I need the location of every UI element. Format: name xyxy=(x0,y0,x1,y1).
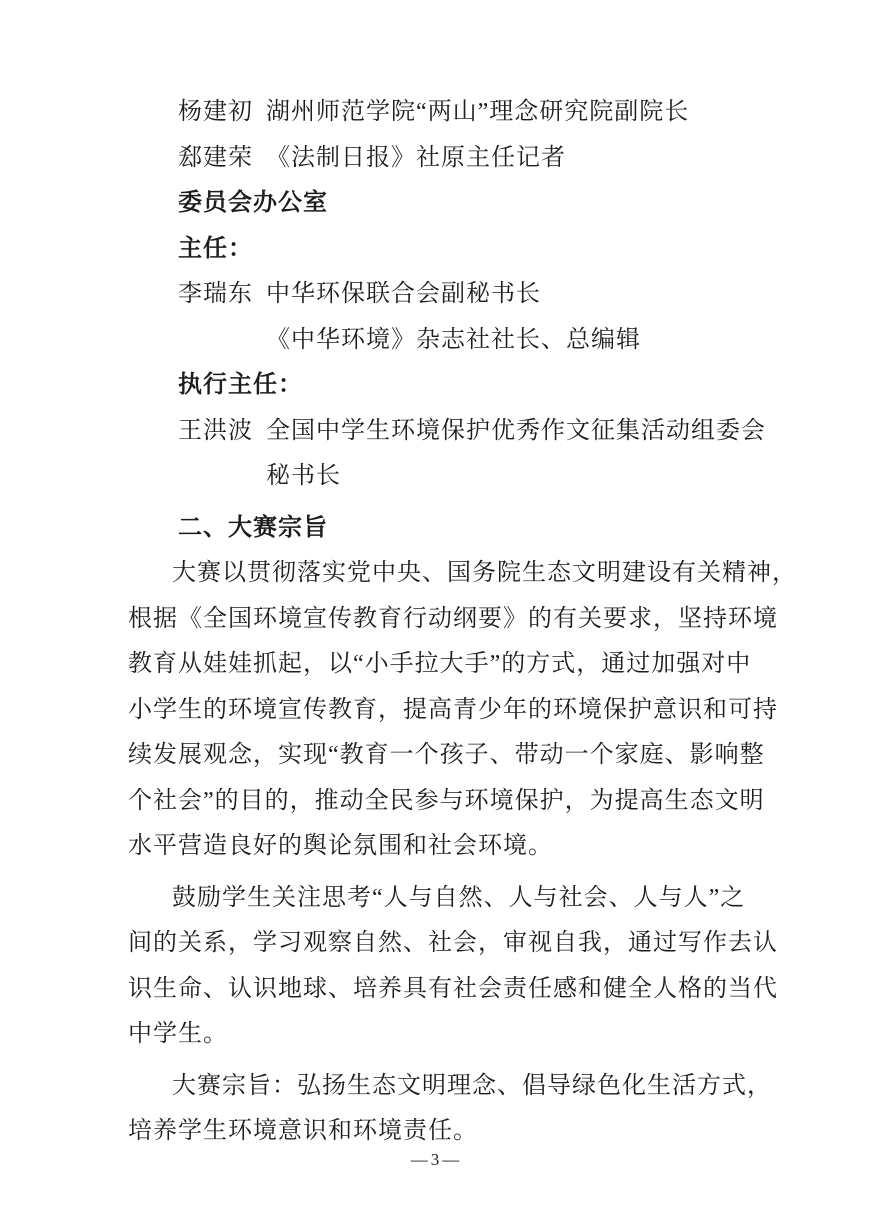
section-heading: 二、大赛宗旨 xyxy=(178,514,328,541)
paragraph-line: 小学生的环境宣传教育，提高青少年的环境保护意识和可持 xyxy=(128,696,778,723)
office-heading: 委员会办公室 xyxy=(178,190,328,216)
director-heading: 主任： xyxy=(178,235,253,262)
exec-director-row xyxy=(178,409,797,455)
page-number: —3— xyxy=(410,1150,463,1169)
exec-director-title-line1: 全国中学生环境保护优秀作文征集活动组委会 xyxy=(266,417,766,444)
member-title: 《法制日报》社原主任记者 xyxy=(266,144,566,171)
paragraph-line: 根据《全国环境宣传教育行动纲要》的有关要求，坚持环境 xyxy=(128,605,778,632)
exec-director-heading: 执行主任： xyxy=(178,372,303,398)
paragraph-line: 中学生。 xyxy=(128,1021,228,1047)
paragraph-line: 间的关系，学习观察自然、社会，审视自我，通过写作去认 xyxy=(128,930,778,956)
paragraph-line: 水平营造良好的舆论氛围和社会环境。 xyxy=(128,833,553,859)
paragraph-line: 教育从娃娃抓起，以“小手拉大手”的方式，通过加强对中 xyxy=(128,651,752,677)
director-name: 李瑞东 xyxy=(178,281,253,307)
member-name: 杨建初 xyxy=(178,99,253,125)
exec-director-title-line2: 秘书长 xyxy=(266,463,341,489)
paragraph-line: 大赛宗旨：弘扬生态文明理念、倡导绿色化生活方式， xyxy=(172,1072,772,1099)
paragraph-line: 鼓励学生关注思考“人与自然、人与社会、人与人”之 xyxy=(172,884,746,911)
director-title-line2: 《中华环境》杂志社社长、总编辑 xyxy=(266,326,641,353)
committee-member-row xyxy=(178,90,797,136)
paragraph-line: 识生命、认识地球、培养具有社会责任感和健全人格的当代 xyxy=(128,975,778,1002)
paragraph-line: 大赛以贯彻落实党中央、国务院生态文明建设有关精神， xyxy=(172,560,797,586)
committee-member-row xyxy=(178,136,797,182)
director-title-line1: 中华环保联合会副秘书长 xyxy=(266,281,541,307)
member-name: 郄建荣 xyxy=(178,144,253,171)
document-content xyxy=(128,90,797,1155)
paragraph-line: 续发展观念，实现“教育一个孩子、带动一个家庭、影响整 xyxy=(128,742,765,768)
paragraph-line: 培养学生环境意识和环境责任。 xyxy=(128,1118,478,1144)
exec-director-name: 王洪波 xyxy=(178,417,253,444)
member-title: 湖州师范学院“两山”理念研究院副院长 xyxy=(266,99,690,125)
paragraph-line: 个社会”的目的，推动全民参与环境保护，为提高生态文明 xyxy=(128,787,765,814)
director-row xyxy=(178,272,797,318)
